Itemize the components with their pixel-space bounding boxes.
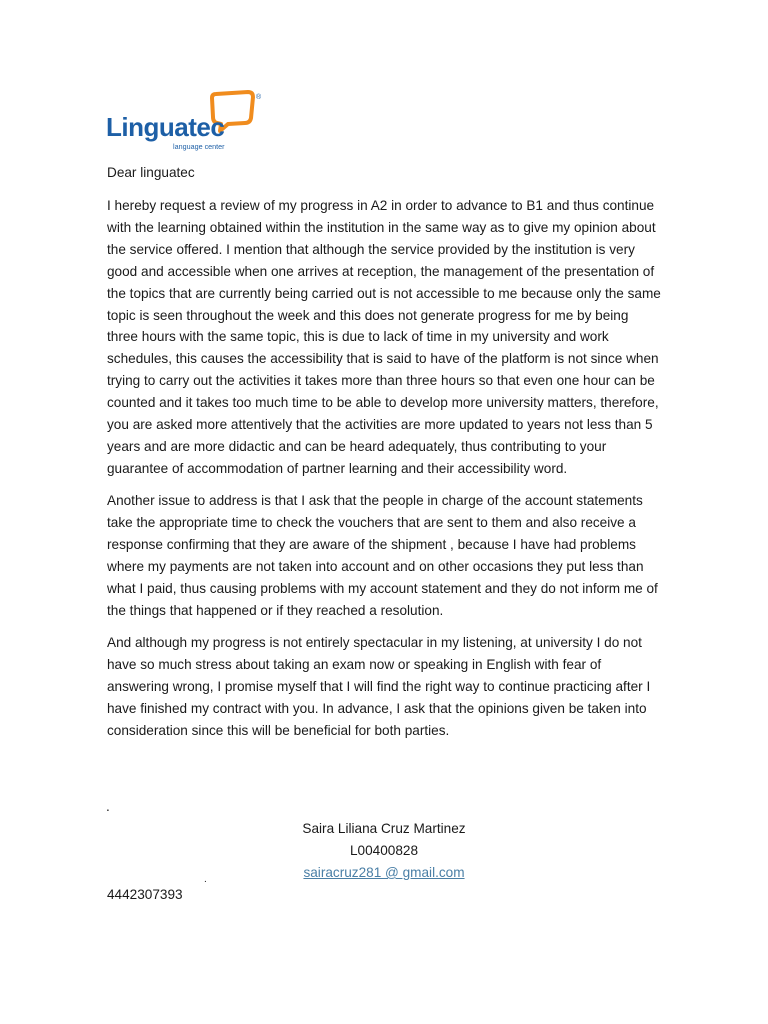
- phone-number: 4442307393: [107, 887, 183, 902]
- stray-dot: .: [204, 874, 207, 885]
- signature-block: [264, 818, 504, 884]
- signer-name: Saira Liliana Cruz Martinez: [302, 821, 466, 836]
- logo-registered-mark: ®: [256, 94, 262, 101]
- signer-email-link[interactable]: sairacruz281 @ gmail.com: [303, 865, 465, 880]
- letter-greeting: Dear linguatec: [107, 165, 195, 180]
- letter-body: [107, 195, 663, 752]
- logo-brand-text: Linguatec: [106, 112, 225, 142]
- logo-tagline: language center: [173, 142, 225, 151]
- letter-paragraph: And although my progress is not entirely spectacular in my listening, at university I do not have so much stress about taking an exam now or speaking in English with fear of answering wrong, I promise myself that I will find the right way to continue practicing after I have finished my contract with you. In advance, I ask that the opinions given be taken into consideration since this will be beneficial for both parties.: [107, 635, 651, 738]
- letter-paragraph: I hereby request a review of my progress in A2 in order to advance to B1 and thus continue with the learning obtained within the institution in the same way as to give my opinion about the service offered. I mention that although the service provided by the institution is very good and accessible when one arrives at reception, the management of the presentation of the topics that are currently being carried out is not accessible to me because only the same topic is seen throughout the week and this does not generate progress for me by being three hours with the same topic, this is due to lack of time in my university and work schedules, this causes the accessibility that is said to have of the platform is not since when trying to carry out the activities it takes more than three hours so that even one hour can be counted and it takes too much time to be able to develop more university matters, therefore, you are asked more attentively that the activities are more updated to years not less than 5 years and are more didactic and can be heard adequately, thus contributing to your guarantee of accommodation of partner learning and their accessibility word.: [107, 198, 661, 476]
- linguatec-logo: [106, 90, 266, 152]
- signer-id: L00400828: [349, 843, 419, 858]
- separator-dot: .: [106, 799, 110, 814]
- letter-paragraph: Another issue to address is that I ask that the people in charge of the account statements take the appropriate time to check the vouchers that are sent to them and also receive a response confirming that they are aware of the shipment , because I have had problems where my payments are not taken into account and on other occasions they put less than what I paid, thus causing problems with my account statement and they do not inform me of the things that happened or if they reached a resolution.: [107, 493, 658, 618]
